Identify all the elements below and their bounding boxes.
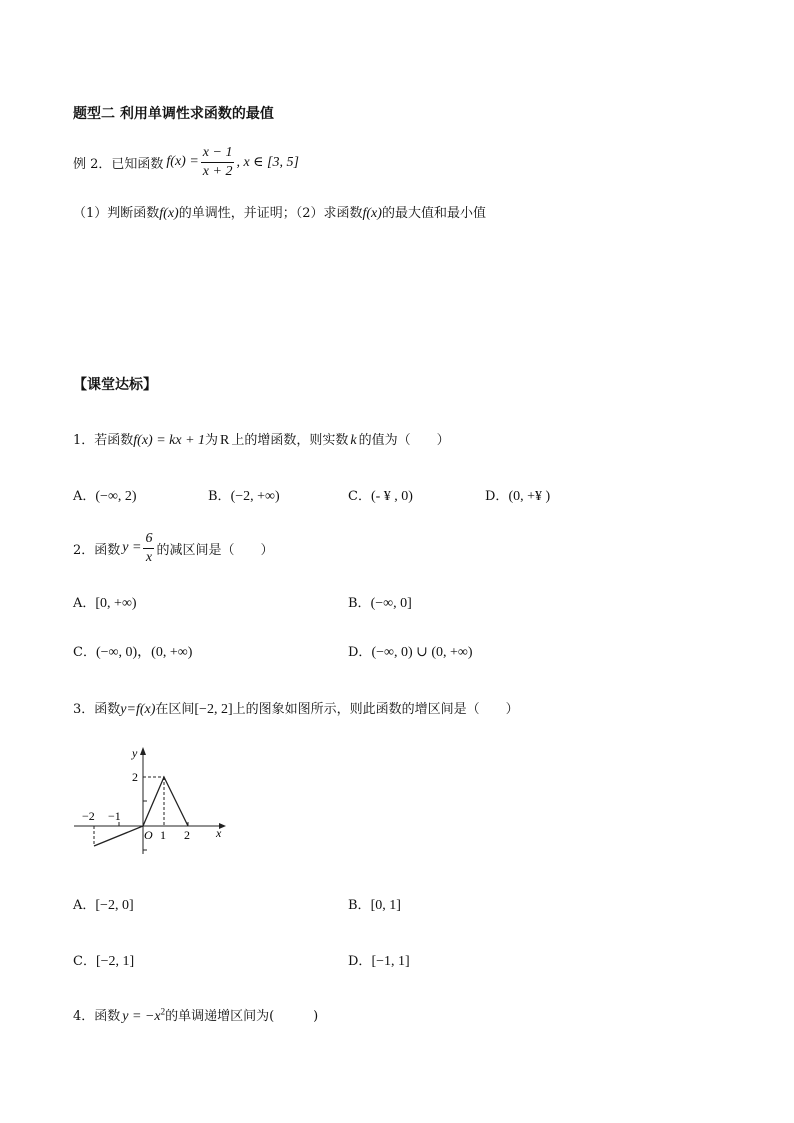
part2-suffix: 的最大值和最小值 xyxy=(381,206,486,221)
option-value: (−∞, 0) ∪ (0, +∞) xyxy=(371,645,473,660)
question-3 xyxy=(73,698,519,718)
example-fraction xyxy=(201,144,235,181)
x-tick-label-m1: −1 xyxy=(108,809,121,823)
question-1 xyxy=(73,429,450,449)
y-axis-label: y xyxy=(132,746,138,760)
q1-option-a[interactable] xyxy=(73,485,137,505)
fraction-denominator: x xyxy=(145,549,153,565)
y-axis-arrow xyxy=(140,747,146,755)
q3-option-a[interactable] xyxy=(73,894,134,914)
option-value: [−1, 1] xyxy=(371,954,410,969)
fraction-denominator: x + 2 xyxy=(202,163,233,179)
option-value: (−∞, 0] xyxy=(370,596,412,611)
example-parts xyxy=(73,202,486,222)
option-value: (−2, +∞) xyxy=(230,489,280,504)
option-value: (−∞, 2) xyxy=(95,489,137,504)
q3-text-e: 上的图象如图所示，则此函数的增区间是（ ） xyxy=(232,702,519,717)
option-value: (−∞, 0)，(0, +∞) xyxy=(95,645,193,660)
q1-option-d[interactable] xyxy=(485,485,550,505)
x-tick-label-1: 1 xyxy=(160,828,166,842)
q4-function: y = −x xyxy=(122,1009,161,1024)
q4-text-a: 4．函数 xyxy=(73,1009,121,1024)
origin-label: O xyxy=(144,828,153,842)
example-fx: f(x) = xyxy=(166,154,199,169)
q2-text-c: 的减区间是（ ） xyxy=(156,542,274,558)
example-domain: , x ∈ [3, 5] xyxy=(236,154,299,170)
q2-text-a: 2．函数 xyxy=(73,542,121,558)
option-value: [0, 1] xyxy=(370,898,401,913)
x-tick-label-2: 2 xyxy=(184,828,190,842)
option-value: (- ¥ , 0) xyxy=(370,489,413,504)
part1-prefix: （1）判断函数 xyxy=(73,206,160,221)
option-label: D． xyxy=(485,489,509,504)
option-label: C． xyxy=(73,645,96,660)
part1-suffix: 的单调性，并证明；（2）求函数 xyxy=(178,206,363,221)
option-label: A． xyxy=(73,489,96,504)
q2-option-c[interactable] xyxy=(73,641,192,661)
q3-text-c: 在区间 xyxy=(155,702,195,717)
option-label: C． xyxy=(73,954,96,969)
q1-text-a: 1．若函数 xyxy=(73,433,134,448)
fraction-numerator: x − 1 xyxy=(201,144,235,163)
part1-fx: f(x) xyxy=(159,206,179,221)
q2-option-d[interactable] xyxy=(348,641,473,661)
question-4 xyxy=(73,1005,318,1025)
q3-option-c[interactable] xyxy=(73,950,134,970)
option-label: C． xyxy=(348,489,371,504)
q3-option-d[interactable] xyxy=(348,950,410,970)
q1-real-set: R xyxy=(220,433,230,448)
q1-option-b[interactable] xyxy=(208,485,280,505)
option-value: [0, +∞) xyxy=(95,596,137,611)
x-axis-label: x xyxy=(216,826,222,840)
q1-option-c[interactable] xyxy=(348,485,413,505)
q3-option-b[interactable] xyxy=(348,894,401,914)
option-label: B． xyxy=(348,898,371,913)
option-label: D． xyxy=(348,645,372,660)
example-2 xyxy=(73,142,299,182)
fraction-numerator: 6 xyxy=(143,530,154,549)
example-prefix: 例 2．已知函数 xyxy=(73,156,164,172)
q4-exponent: 2 xyxy=(160,1006,166,1017)
option-value: (0, +¥ ) xyxy=(508,489,551,504)
option-label: B． xyxy=(208,489,231,504)
section-title: 题型二 利用单调性求函数的最值 xyxy=(73,106,274,122)
option-label: D． xyxy=(348,954,372,969)
question-2 xyxy=(73,528,273,568)
option-value: [−2, 1] xyxy=(95,954,135,969)
option-label: A． xyxy=(73,898,96,913)
q1-text-e: 上的增函数，则实数 xyxy=(231,433,349,448)
q3-function: y=f(x) xyxy=(120,702,156,717)
q2-fraction xyxy=(143,530,154,567)
y-tick-label-2: 2 xyxy=(132,770,138,784)
q2-option-b[interactable] xyxy=(348,592,412,612)
option-label: A． xyxy=(73,596,96,611)
q2-y: y = xyxy=(122,540,142,555)
q3-function-graph xyxy=(70,742,240,862)
q3-text-a: 3．函数 xyxy=(73,702,121,717)
classroom-heading: 【课堂达标】 xyxy=(73,377,157,393)
part2-fx: f(x) xyxy=(362,206,382,221)
option-label: B． xyxy=(348,596,371,611)
option-value: [−2, 0] xyxy=(95,898,134,913)
q3-interval: [−2, 2] xyxy=(194,702,233,717)
q4-text-c: 的单调递增区间为( ) xyxy=(165,1009,319,1024)
x-tick-label-m2: −2 xyxy=(82,809,95,823)
q2-option-a[interactable] xyxy=(73,592,137,612)
q1-function: f(x) = kx + 1 xyxy=(133,433,206,448)
q1-text-c: 为 xyxy=(205,433,219,448)
q1-k: k xyxy=(350,433,357,448)
q1-text-g: 的值为（ ） xyxy=(358,433,450,448)
